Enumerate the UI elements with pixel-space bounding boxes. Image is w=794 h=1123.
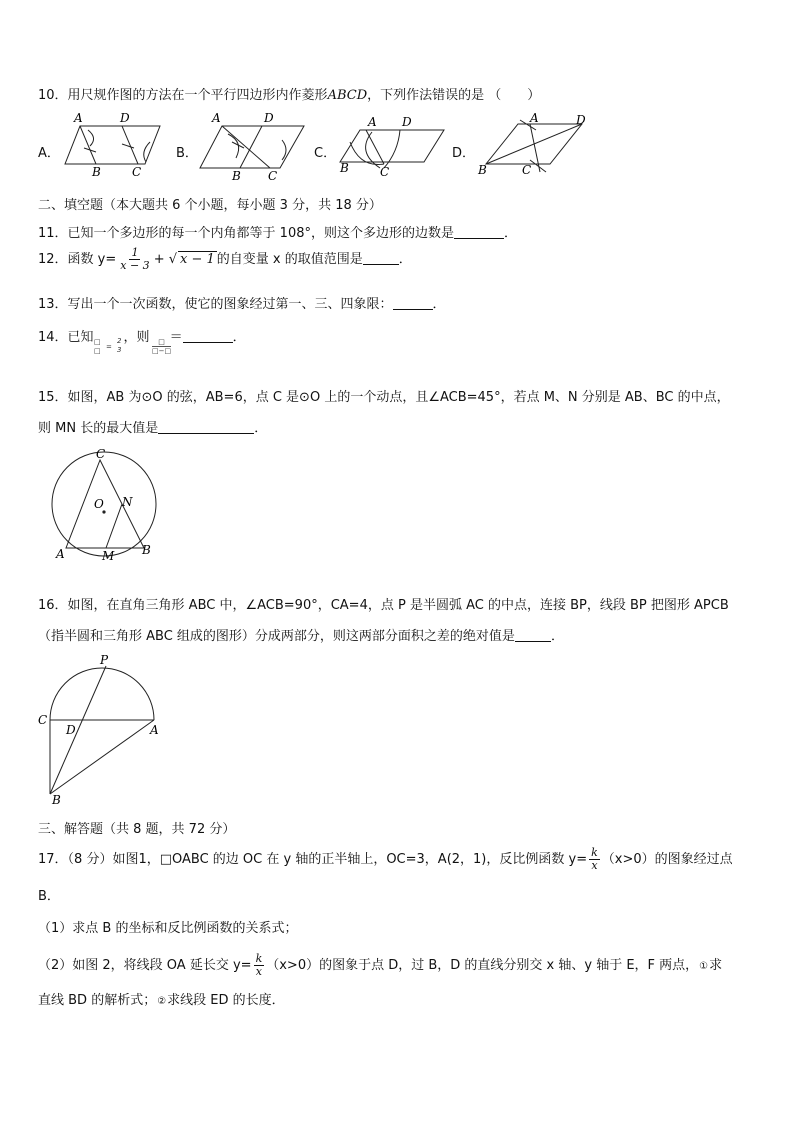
q17-sub1: （1）求点 B 的坐标和反比例函数的关系式； [38, 921, 298, 936]
q14-frac-a: □ [94, 338, 101, 346]
q14-eq-sign [106, 343, 112, 352]
q17-sub2 [38, 953, 722, 978]
q16-label-d: D [66, 723, 76, 737]
q14-f2-num: □ [158, 338, 165, 346]
q16-text2: （指半圆和三角形 ABC 组成的图形）分成两部分，则这两部分面积之差的绝对值是 [38, 629, 515, 644]
q12-plus: + [153, 252, 165, 267]
q10-a-label-b: B [92, 165, 101, 179]
q10-option-a-label: A． [38, 146, 60, 161]
q14-blank [183, 330, 233, 343]
q16-label-c: C [38, 713, 48, 727]
q17-frac2-k: k [255, 952, 263, 965]
q10-paren: （ ） [488, 88, 541, 103]
q14-expression [152, 338, 171, 356]
q16-label-a: A [150, 723, 159, 737]
q16-segment-bp [50, 666, 106, 794]
q10-d-label-c: C [522, 163, 532, 177]
q13-end: ． [432, 297, 446, 312]
q14 [38, 326, 246, 345]
q14-given-ratio [94, 338, 101, 356]
q15-line2 [38, 417, 267, 436]
q10-a-label-d: D [120, 112, 130, 125]
section3-title: 三、解答题（共 8 题，共 72 分） [38, 822, 236, 837]
q10-a-label-a: A [74, 112, 83, 125]
q12-post: 的自变量 x 的取值范围是 [216, 252, 363, 267]
q10-b-arc [228, 134, 239, 158]
q15-label-a: A [56, 547, 65, 561]
q16-line1: 16．如图，在直角三角形 ABC 中，∠ACB=90°，CA=4，点 P 是半圆弧 AC 的中点，连接 BP，线段 BP 把图形 APCB [38, 598, 729, 613]
q17-fraction-2 [254, 953, 265, 978]
q12-fraction [118, 247, 151, 272]
q13 [38, 293, 446, 312]
q11-blank [454, 226, 504, 239]
q10-d-label-d: D [576, 113, 586, 127]
q10-d-line2 [530, 124, 540, 172]
q14-val-den: 3 [117, 346, 122, 354]
q16-label-b: B [52, 793, 61, 804]
q11-text: 11．已知一个多边形的每一个内角都等于 108°，则这个多边形的边数是 [38, 226, 454, 241]
q14-f2-den: □−□ [152, 347, 172, 355]
q14-eq: ＝ [169, 330, 183, 345]
q10-a-arc [88, 130, 94, 146]
q17-sub2-post: （x>0）的图象于点 D，过 B，D 的直线分别交 x 轴、y 轴于 E，F 两点， [266, 958, 699, 973]
q13-blank [393, 297, 433, 310]
q10-b-line-bd [240, 126, 262, 168]
q10-c-label-c: C [380, 165, 390, 179]
q10-stem [38, 84, 540, 103]
q10-option-d-label: D． [452, 146, 476, 161]
q10-option-c-label: C． [314, 146, 337, 161]
q13-text: 13．写出一个一次函数，使它的图象经过第一、三、四象限： [38, 297, 393, 312]
q14-val-num: 2 [117, 337, 122, 345]
q10-c-line [366, 130, 384, 164]
q16-figure [34, 654, 164, 804]
q12-pre: 12．函数 y= [38, 252, 117, 267]
q17-frac2-x: x [255, 965, 262, 978]
q17-sub2-post2: 求 [709, 958, 723, 973]
section2-title: 二、填空题（本大题共 6 个小题，每小题 3 分，共 18 分） [38, 198, 382, 213]
q12-frac-den: x − 3 [120, 259, 150, 272]
q15-line1: 15．如图，AB 为⊙O 的弦，AB=6，点 C 是⊙O 上的一个动点，且∠ACB=45°，若点 M、N 分别是 AB、BC 的中点， [38, 390, 730, 405]
q10-option-figures [0, 112, 794, 182]
q10-a-label-c: C [132, 165, 142, 179]
q17-frac1-k: k [591, 846, 598, 859]
q16-label-p: P [100, 654, 109, 667]
q16-end: ． [550, 629, 564, 644]
q17-line1-pre: 17．（8 分）如图1，□OABC 的边 OC 在 y 轴的正半轴上，OC=3，A(2，1)，反比例函数 y= [38, 852, 588, 867]
q10-b-diag-ac [222, 126, 270, 168]
q15-label-n: N [122, 495, 133, 509]
q10-c-label-b: B [340, 161, 349, 175]
q11-end: ． [504, 226, 518, 241]
q15-text2: 则 MN 长的最大值是 [38, 421, 159, 436]
q15-blank [158, 421, 254, 434]
q17-fraction-1 [589, 847, 600, 872]
q10-c-label-d: D [402, 115, 412, 129]
q17-sub3-post: 求线段 ED 的长度． [167, 993, 285, 1008]
q17-circled-1: ① [699, 961, 709, 972]
q14-mid: ，则 [123, 330, 150, 345]
q15-figure [44, 448, 174, 568]
q10-option-b-label: B． [176, 146, 198, 161]
q10-d-label-a: A [530, 112, 539, 125]
q14-frac-b: □ [94, 347, 101, 355]
q11 [38, 222, 517, 241]
q10-text2: ，下列作法错误的是 [367, 88, 485, 103]
q12-radicand: x − 1 [180, 252, 215, 267]
q10-b-arc3 [282, 140, 286, 160]
q10-text: 用尺规作图的方法在一个平行四边形内作菱形 [67, 88, 328, 103]
q15-label-m: M [102, 549, 115, 563]
q17-sub3-pre: 直线 BD 的解析式； [38, 993, 157, 1008]
q17-line1 [38, 847, 733, 872]
q10-a-arc4 [122, 144, 134, 148]
q15-segment-mn [106, 504, 122, 548]
q17-frac1-x: x [591, 859, 598, 872]
q14-value [117, 337, 121, 355]
q10-a-parallelogram [65, 126, 160, 164]
q17-line1-post: （x>0）的图象经过点 [601, 852, 733, 867]
q15-end: ． [254, 421, 268, 436]
q15-label-c: C [96, 448, 106, 461]
q10-number: 10． [38, 88, 68, 103]
q15-label-o: O [94, 497, 104, 511]
q17-line2: B． [38, 889, 60, 904]
q12-frac-num: 1 [131, 246, 139, 259]
q17-sub2-pre: （2）如图 2，将线段 OA 延长交 y= [38, 958, 252, 973]
q10-b-label-c: C [268, 169, 278, 182]
q10-b-label-a: A [212, 112, 221, 125]
q10-c-label-a: A [368, 115, 377, 129]
q10-b-label-d: D [264, 112, 274, 125]
q16-blank [515, 629, 551, 642]
q16-line2 [38, 625, 564, 644]
q14-pre: 14．已知 [38, 330, 94, 345]
q10-d-label-b: B [478, 163, 487, 177]
q14-end: ． [232, 330, 246, 345]
q15-label-b: B [142, 543, 151, 557]
q10-b-label-b: B [232, 169, 241, 182]
q10-b-parallelogram [200, 126, 304, 168]
q14-eq1: = [106, 343, 112, 351]
q12: 12．函数 y= $\frac{1}{x - 3}$ + √ x − 1 的自变量 x 的取值范围是 ． [38, 246, 412, 272]
q12-end: ． [398, 252, 412, 267]
q10-shape: ABCD [327, 88, 368, 103]
q12-blank [363, 252, 399, 265]
q17-sub3 [38, 989, 285, 1008]
q17-circled-2: ② [157, 996, 167, 1007]
q10-a-line-ab [80, 126, 96, 164]
